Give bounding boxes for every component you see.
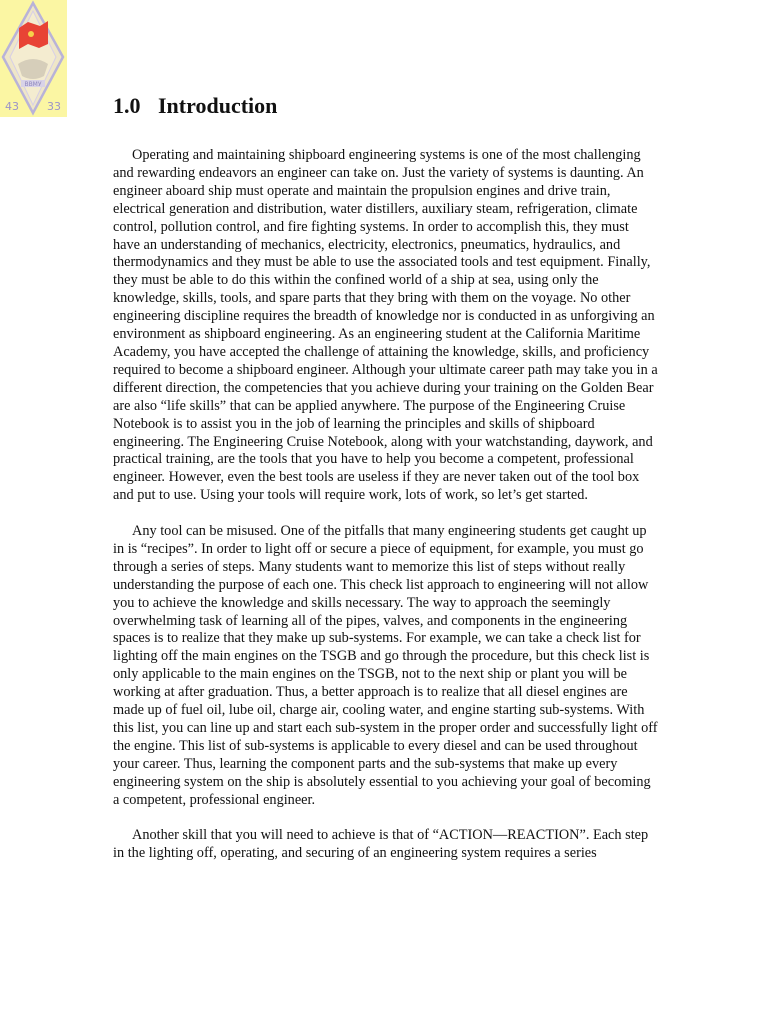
academy-crest-icon — [0, 0, 67, 117]
crest-right-number: 33 — [47, 100, 61, 113]
section-title: Introduction — [158, 93, 278, 118]
academy-logo — [0, 0, 67, 117]
section-heading — [113, 92, 277, 120]
section-number: 1.0 — [113, 93, 141, 118]
body-paragraph: Operating and maintaining shipboard engineering systems is one of the most challenging and rewarding endeavors an engineer can take on. Just the variety of systems is daunting. An engineer aboard ship must operate and maintain the propulsion engines and drive train, electrical generation and distribution, water distillers, auxiliary steam, refrigeration, climate control, pollution control, and fire fighting systems. In order to accomplish this, they must have an understanding of mechanics, electricity, electronics, pneumatics, hydraulics, and thermodynamics and they must be able to use the associated tools and test equipment. Finally, they must be able to do this within the confined world of a ship at sea, using only the knowledge, skills, tools, and spare parts that they bring with them on the voyage. No other engineering discipline requires the breadth of knowledge nor is conducted in as unforgiving an environment as shipboard engineering. As an engineering student at the California Maritime Academy, you have accepted the challenge of attaining the knowledge, skills, and proficiency required to become a shipboard engineer. Although your ultimate career path may take you in a different direction, the competencies that you achieve during your training on the Golden Bear are also “life skills” that can be applied anywhere. The purpose of the Engineering Cruise Notebook is to assist you in the job of learning the principles and skills of shipboard engineering. The Engineering Cruise Notebook, along with your watchstanding, daywork, and practical training, are the tools that you have to help you become a competent, professional engineer. However, even the best tools are useless if they are never taken out of the tool box and put to use. Using your tools will require work, lots of work, so let’s get started. — [113, 147, 658, 504]
document-body — [113, 147, 658, 881]
body-paragraph: Any tool can be misused. One of the pitfalls that many engineering students get caught up in is “recipes”. In order to light off or secure a piece of equipment, for example, you must go through a series of steps. Many students want to memorize this list of steps without really understanding the purpose of each one. This check list approach to engineering will not allow you to achieve the knowledge and skills necessary. The way to approach the seemingly overwhelming task of learning all of the pipes, valves, and components in the engineering spaces is to realize that they make up sub-systems. For example, we can take a check list for lighting off the main engines on the TSGB and go through the procedure, but this check list is only applicable to the main engines on the TSGB, not to the next ship or plant you will be working at after graduation. Thus, a better approach is to realize that all diesel engines are made up of fuel oil, lube oil, charge air, cooling water, and engine starting sub-systems. With this list, you can line up and start each sub-system in the proper order and successfully light off the engine. This list of sub-systems is applicable to every diesel and can be used throughout your career. Thus, learning the component parts and the sub-systems that make up every engineering system on the ship is absolutely essential to you achieving your goal of becoming a competent, professional engineer. — [113, 523, 658, 808]
crest-left-number: 43 — [5, 100, 19, 113]
crest-banner-text: ВВМУ — [24, 81, 42, 88]
body-paragraph: Another skill that you will need to achieve is that of “ACTION—REACTION”. Each step in the lighting off, operating, and securing of an engineering system requires a series — [113, 827, 649, 862]
